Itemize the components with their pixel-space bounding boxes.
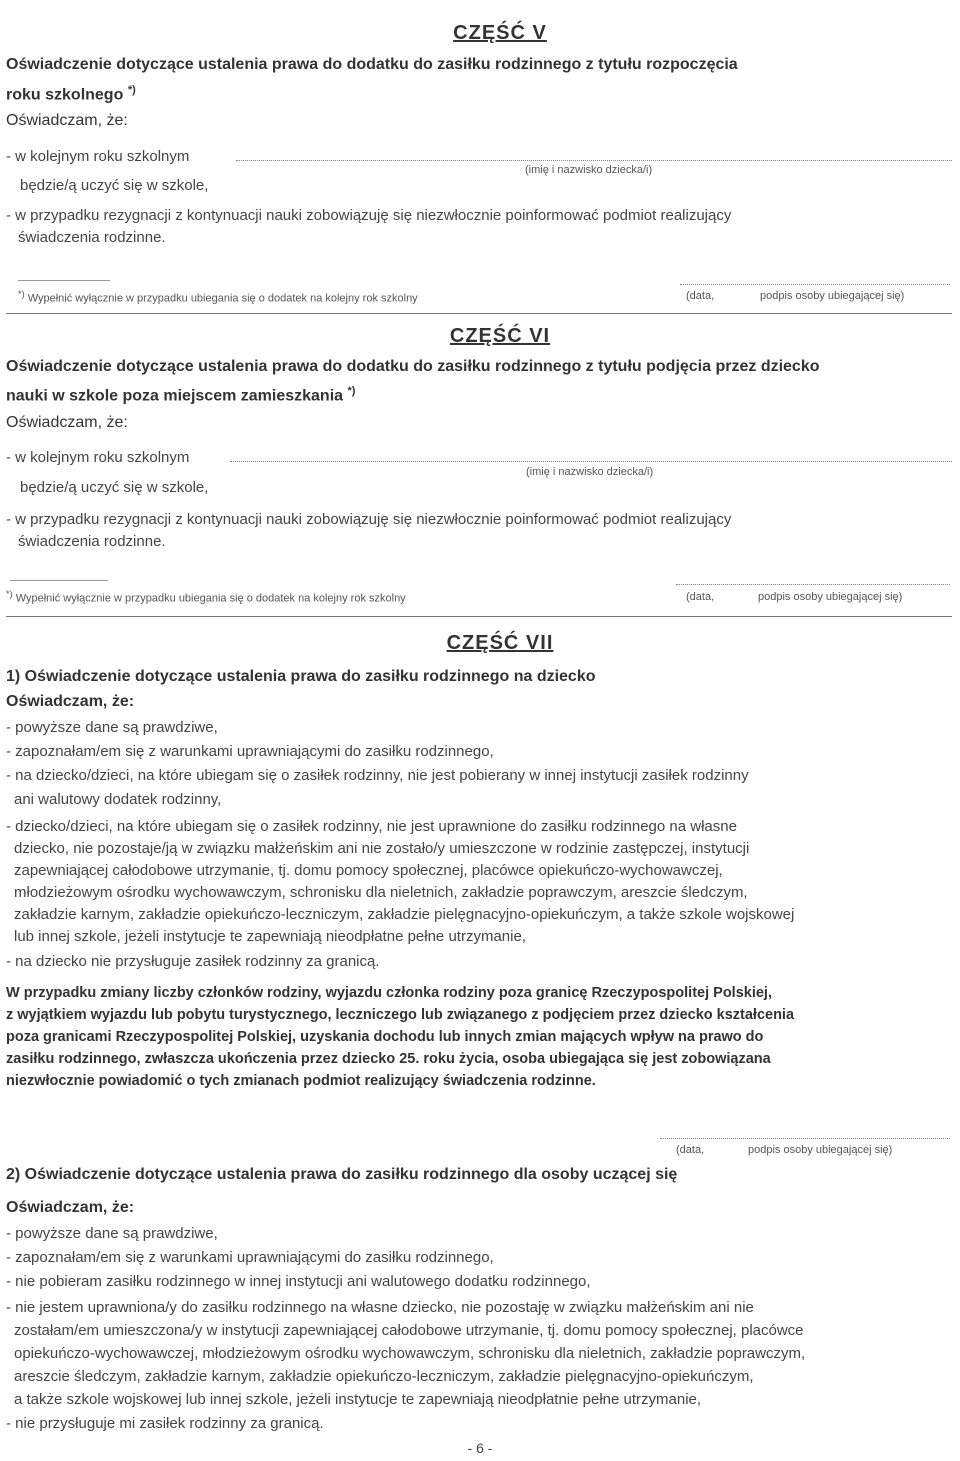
- part-7-notice-line-2: z wyjątkiem wyjazdu lub pobytu turystycznego, leczniczego lub związanego z podjęciem przez dziecko kształcenia: [6, 1007, 795, 1023]
- footnote-marker: *): [127, 84, 136, 96]
- part-6-item-2-line-1: - w przypadku rezygnacji z kontynuacji nauki zobowiązuję się niezwłocznie poinformować podmiot realizujący: [6, 511, 732, 528]
- part-7-s1-signature-label: podpis osoby ubiegającej się): [748, 1144, 893, 1156]
- part-7-s1-bullet-1: - powyższe dane są prawdziwe,: [6, 719, 218, 736]
- part-6-item-2-line-2: świadczenia rodzinne.: [18, 533, 166, 550]
- part-7-notice-line-5: niezwłocznie powiadomić o tych zmianach podmiot realizujący świadczenia rodzinne.: [6, 1073, 596, 1089]
- part-5-title: CZĘŚĆ V: [453, 22, 547, 44]
- part-5-signature-field[interactable]: [680, 284, 950, 285]
- part-7-s2-bullet-4-line-3: opiekuńczo-wychowawczej, młodzieżowym ośrodku wychowawczym, schronisku dla nieletnich, zakładzie poprawczym,: [14, 1345, 806, 1362]
- part-7-section-2-heading: 2) Oświadczenie dotyczące ustalenia prawa do zasiłku rodzinnego dla osoby uczącej się: [6, 1166, 678, 1183]
- part-6-child-name-field[interactable]: [230, 461, 952, 462]
- part-7-s1-bullet-3-line-2: ani walutowy dodatek rodzinny,: [14, 791, 222, 808]
- part-5-item-1-prefix: - w kolejnym roku szkolnym: [6, 148, 190, 165]
- part-7-notice-line-3: poza granicami Rzeczypospolitej Polskiej, uzyskania dochodu lub innych zmian mających wpływ na prawo do: [6, 1029, 764, 1045]
- part-7-section-1-heading: 1) Oświadczenie dotyczące ustalenia prawa do zasiłku rodzinnego na dziecko: [6, 668, 596, 685]
- part-7-s1-bullet-4-line-6: lub innej szkole, jeżeli instytucje te zapewniają nieodpłatne pełne utrzymanie,: [14, 928, 526, 945]
- part-6-signature-label: podpis osoby ubiegającej się): [758, 591, 903, 603]
- part-7-section-2-declare-label: Oświadczam, że:: [6, 1199, 135, 1216]
- part-7-s2-bullet-1: - powyższe dane są prawdziwe,: [6, 1225, 218, 1242]
- footnote-divider: [18, 280, 110, 281]
- footnote-marker: *): [347, 385, 356, 397]
- part-7-s1-bullet-2: - zapoznałam/em się z warunkami uprawniającymi do zasiłku rodzinnego,: [6, 743, 494, 760]
- part-6-heading-line-1: Oświadczenie dotyczące ustalenia prawa do dodatku do zasiłku rodzinnego z tytułu podjęcia przez dziecko: [6, 358, 820, 375]
- part-5-declare-label: Oświadczam, że:: [6, 112, 128, 129]
- part-7-notice-line-1: W przypadku zmiany liczby członków rodziny, wyjazdu członka rodziny poza granicę Rzeczypospolitej Polskiej,: [6, 985, 772, 1001]
- part-7-s1-bullet-4-line-2: dziecko, nie pozostaje/ją w związku małżeńskim ani nie zostało/y umieszczone w rodzinie zastępczej, instytucji: [14, 840, 750, 857]
- section-divider: [6, 616, 952, 617]
- part-5-item-1-suffix: będzie/ą uczyć się w szkole,: [20, 177, 209, 194]
- part-5-item-2-line-1: - w przypadku rezygnacji z kontynuacji nauki zobowiązuję się niezwłocznie poinformować podmiot realizujący: [6, 207, 732, 224]
- part-6-declare-label: Oświadczam, że:: [6, 414, 128, 431]
- part-7-s1-bullet-3-line-1: - na dziecko/dzieci, na które ubiegam się o zasiłek rodzinny, nie jest pobierany w innej instytucji zasiłek rodzinny: [6, 767, 749, 784]
- part-7-s2-bullet-5: - nie przysługuje mi zasiłek rodzinny za granicą.: [6, 1415, 324, 1432]
- part-7-s2-bullet-4-line-2: zostałam/em umieszczona/y w instytucji zapewniającej całodobowe utrzymanie, tj. domu pomocy społecznej, placówce: [14, 1322, 804, 1339]
- part-5-child-name-label: (imię i nazwisko dziecka/i): [525, 164, 653, 176]
- part-6-item-1-suffix: będzie/ą uczyć się w szkole,: [20, 479, 209, 496]
- part-6-heading-line-2: nauki w szkole poza miejscem zamieszkania *): [6, 385, 356, 405]
- part-7-s2-bullet-3: - nie pobieram zasiłku rodzinnego w innej instytucji ani walutowego dodatku rodzinnego,: [6, 1273, 591, 1290]
- section-divider: [6, 313, 952, 314]
- part-5-footnote: *) Wypełnić wyłącznie w przypadku ubiegania się o dodatek na kolejny rok szkolny: [18, 289, 418, 305]
- part-7-s2-bullet-4-line-4: areszcie śledczym, zakładzie karnym, zakładzie opiekuńczo-leczniczym, zakładzie pielęgnacyjno-opiekuńczym,: [14, 1368, 754, 1385]
- part-6-title: CZĘŚĆ VI: [449, 325, 551, 347]
- part-7-s1-bullet-4-line-5: zakładzie karnym, zakładzie opiekuńczo-leczniczym, zakładzie pielęgnacyjno-opiekuńczym, a także szkole wojskowej: [14, 906, 795, 923]
- part-7-section-1-declare-label: Oświadczam, że:: [6, 693, 135, 710]
- part-7-s1-signature-field[interactable]: [660, 1138, 950, 1139]
- part-5-heading-line-2: roku szkolnego *): [6, 84, 136, 104]
- part-7-s2-bullet-4-line-5: a także szkole wojskowej lub innej szkole, jeżeli instytucje te zapewniają nieodpłatnie pełne utrzymanie,: [14, 1391, 702, 1408]
- part-5-signature-label: podpis osoby ubiegającej się): [760, 290, 905, 302]
- part-5-signature-date-label: (data,: [686, 290, 715, 302]
- part-6-item-1-prefix: - w kolejnym roku szkolnym: [6, 449, 190, 466]
- part-7-s1-bullet-4-line-1: - dziecko/dzieci, na które ubiegam się o zasiłek rodzinny, nie jest uprawnione do zasiłku rodzinnego na własne: [6, 818, 737, 835]
- part-7-s1-signature-date-label: (data,: [676, 1144, 705, 1156]
- part-5-item-2-line-2: świadczenia rodzinne.: [18, 229, 166, 246]
- part-7-s2-bullet-4-line-1: - nie jestem uprawniona/y do zasiłku rodzinnego na własne dziecko, nie pozostaję w związku małżeńskim ani nie: [6, 1299, 754, 1316]
- part-5-child-name-field[interactable]: [236, 160, 952, 161]
- part-5-heading-line-1: Oświadczenie dotyczące ustalenia prawa do dodatku do zasiłku rodzinnego z tytułu rozpoczęcia: [6, 56, 738, 73]
- part-6-signature-date-label: (data,: [686, 591, 715, 603]
- part-7-s2-bullet-2: - zapoznałam/em się z warunkami uprawniającymi do zasiłku rodzinnego,: [6, 1249, 494, 1266]
- part-7-title: CZĘŚĆ VII: [446, 632, 554, 654]
- footnote-divider: [10, 580, 108, 581]
- part-6-footnote: *) Wypełnić wyłącznie w przypadku ubiegania się o dodatek na kolejny rok szkolny: [6, 589, 406, 605]
- part-7-notice-line-4: zasiłku rodzinnego, zwłaszcza ukończenia przez dziecko 25. roku życia, osoba ubiegająca się jest zobowiązana: [6, 1051, 771, 1067]
- part-6-child-name-label: (imię i nazwisko dziecka/i): [526, 466, 654, 478]
- part-6-signature-field[interactable]: [676, 584, 950, 585]
- page-number: - 6 -: [467, 1440, 493, 1456]
- part-7-s1-bullet-4-line-3: zapewniającej całodobowe utrzymanie, tj. domu pomocy społecznej, placówce opiekuńczo-wychowawczej,: [14, 862, 723, 879]
- part-7-s1-bullet-4-line-4: młodzieżowym ośrodku wychowawczym, schronisku dla nieletnich, zakładzie poprawczym, areszcie śledczym,: [14, 884, 748, 901]
- part-7-s1-bullet-5: - na dziecko nie przysługuje zasiłek rodzinny za granicą.: [6, 953, 380, 970]
